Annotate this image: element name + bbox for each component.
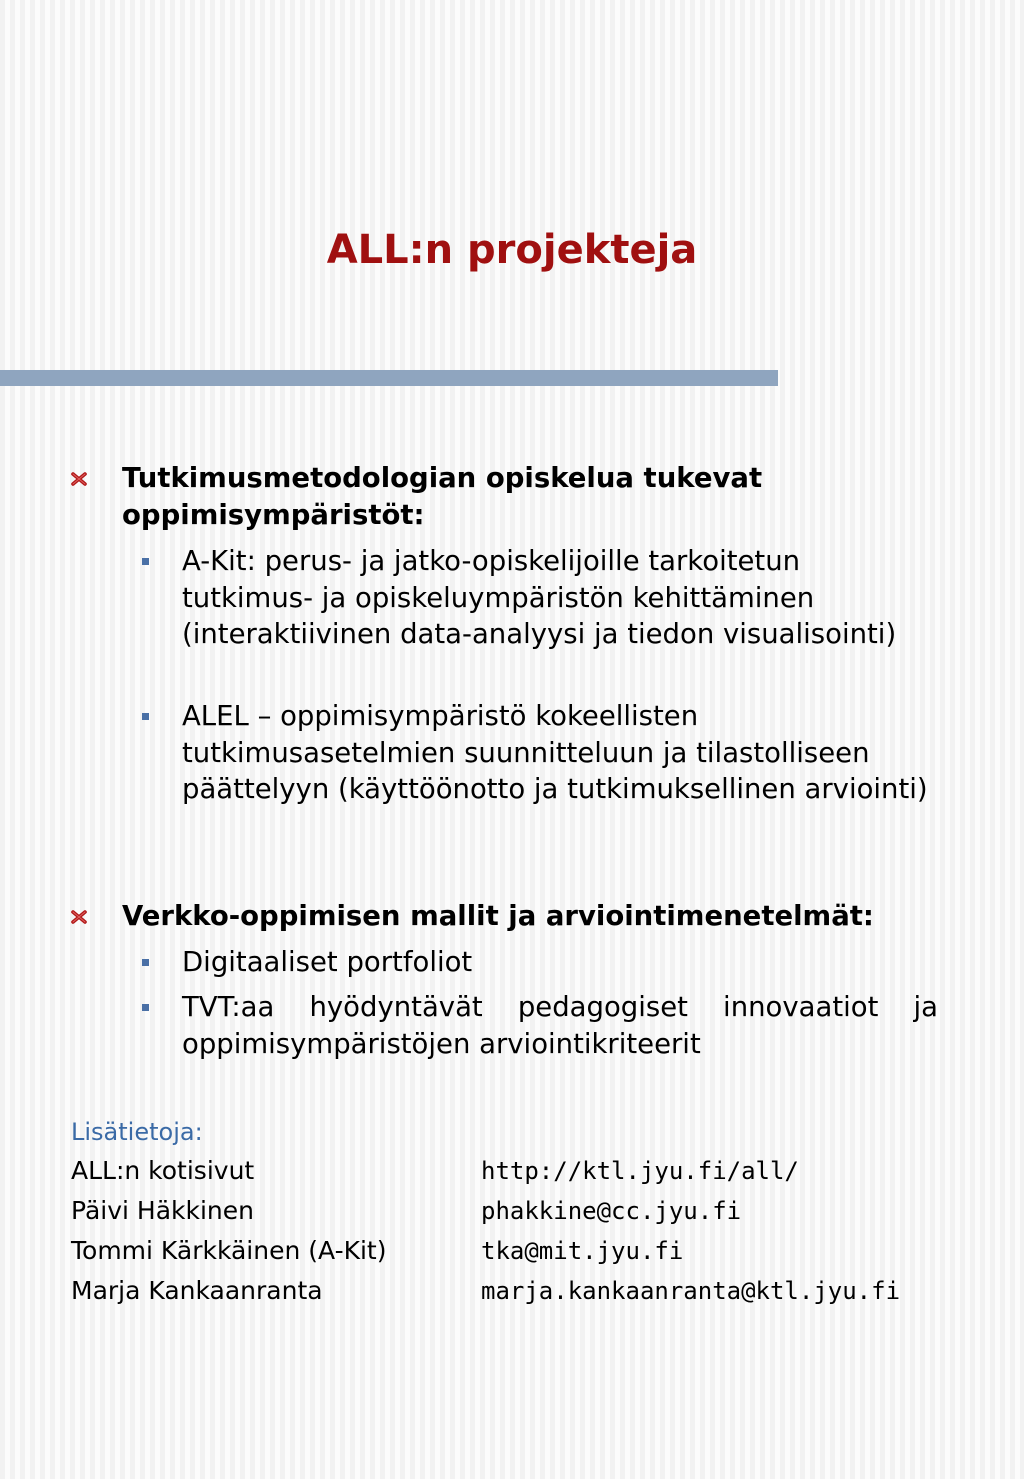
square-bullet-icon xyxy=(142,1004,149,1011)
section-heading xyxy=(122,898,922,935)
contact-name: ALL:n kotisivut xyxy=(71,1156,255,1185)
title-divider xyxy=(0,370,778,386)
list-item xyxy=(182,989,938,1062)
more-info-label: Lisätietoja: xyxy=(71,1118,203,1146)
list-item xyxy=(182,944,938,981)
contact-row xyxy=(71,1273,971,1309)
contact-name: Tommi Kärkkäinen (A-Kit) xyxy=(71,1236,387,1265)
x-mark-icon xyxy=(70,909,88,925)
list-item-text: TVT:aa hyödyntävät pedagogiset innovaatiot ja oppimisympäristöjen arviointikriteerit xyxy=(182,991,938,1060)
list-item-text: A-Kit: perus- ja jatko-opiskelijoille tarkoitetun tutkimus- ja opiskeluympäristön kehittäminen (interaktiivinen data-analyysi ja tiedon visualisointi) xyxy=(182,545,897,650)
contact-name: Marja Kankaanranta xyxy=(71,1276,323,1305)
slide-title: ALL:n projekteja xyxy=(326,227,698,273)
section-heading-text: Verkko-oppimisen mallit ja arviointimenetelmät: xyxy=(122,900,874,932)
square-bullet-icon xyxy=(142,713,149,720)
contact-row xyxy=(71,1193,971,1229)
list-item-text: ALEL – oppimisympäristö kokeellisten tutkimusasetelmien suunnitteluun ja tilastolliseen päättelyyn (käyttöönotto ja tutkimuksellinen arviointi) xyxy=(182,700,928,805)
contact-row xyxy=(71,1153,971,1189)
contact-email[interactable]: tka@mit.jyu.fi xyxy=(481,1237,684,1265)
list-item-text: Digitaaliset portfoliot xyxy=(182,946,473,978)
contact-row xyxy=(71,1233,971,1269)
square-bullet-icon xyxy=(142,959,149,966)
contact-name: Päivi Häkkinen xyxy=(71,1196,254,1225)
list-item xyxy=(182,543,938,653)
square-bullet-icon xyxy=(142,558,149,565)
contact-link[interactable]: http://ktl.jyu.fi/all/ xyxy=(481,1157,799,1185)
contact-email[interactable]: phakkine@cc.jyu.fi xyxy=(481,1197,742,1225)
section-heading xyxy=(122,460,922,534)
contact-email[interactable]: marja.kankaanranta@ktl.jyu.fi xyxy=(481,1277,901,1305)
list-item xyxy=(182,698,938,808)
x-mark-icon xyxy=(70,471,88,487)
section-heading-text: Tutkimusmetodologian opiskelua tukevat oppimisympäristöt: xyxy=(122,462,763,531)
